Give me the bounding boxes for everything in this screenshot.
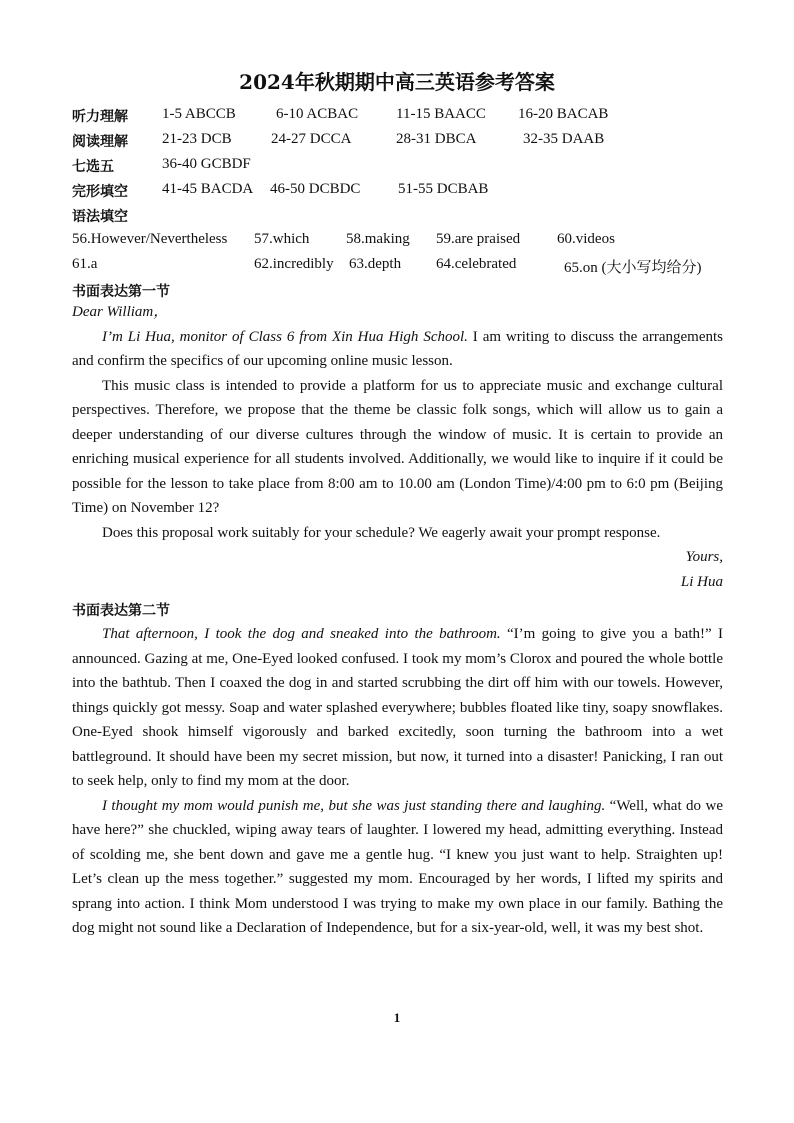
writing2-heading: 书面表达第二节 — [72, 603, 170, 619]
letter-paragraph — [72, 325, 723, 374]
section-label: 七选五 — [72, 159, 114, 175]
story-paragraph — [72, 794, 723, 941]
answer-item: 6-10 ACBAC — [276, 106, 359, 122]
answer-item: 41-45 BACDA — [162, 181, 254, 197]
letter-intro-text: I am writing to discuss the arrangements and confirm the specifics of our upcoming online music lesson. — [72, 328, 724, 369]
section-label: 完形填空 — [72, 184, 128, 200]
letter-closing: Yours, — [685, 549, 723, 565]
answer-item: 21-23 DCB — [162, 131, 232, 147]
story-opening-italic: That afternoon, I took the dog and sneaked into the bathroom. — [102, 626, 501, 642]
page-number: 1 — [393, 1010, 401, 1025]
answer-item: 16-20 BACAB — [518, 106, 609, 122]
writing1-heading: 书面表达第一节 — [72, 284, 170, 300]
answer-item: 64.celebrated — [436, 256, 517, 272]
answer-item: 32-35 DAAB — [523, 131, 605, 147]
answer-item: 1-5 ABCCB — [162, 106, 236, 122]
letter-paragraph: This music class is intended to provide a platform for us to appreciate music and exchange cultural perspectives. Therefore, we propose that the theme be classic folk songs, which will allow us to gain a deeper understanding of our diverse cultures through the window of music. It is certain to provide an enriching musical experience for all students involved. Additionally, we would like to inquire if it could be possible for the lesson to take place from 8:00 am to 10.00 am (London Time)/4:00 pm to 6:0 pm (Beijing Time) on November 12? — [72, 377, 723, 516]
answer-item: 58.making — [346, 231, 410, 247]
letter-salutation: Dear William， — [72, 304, 169, 320]
answer-item: 51-55 DCBAB — [398, 181, 489, 197]
answer-item: 61.a — [72, 256, 98, 272]
story-opening-italic: I thought my mom would punish me, but she was just standing there and laughing. — [102, 797, 606, 814]
section-label: 听力理解 — [72, 109, 128, 125]
answer-item: 46-50 DCBDC — [270, 181, 361, 197]
answer-item: 59.are praised — [436, 231, 521, 247]
answer-item: 11-15 BAACC — [396, 106, 486, 122]
page-title: 2024年秋期期中高三英语参考答案 — [239, 70, 555, 94]
answer-item: 60.videos — [557, 231, 615, 247]
answer-item: 62.incredibly — [254, 256, 334, 272]
section-label: 语法填空 — [72, 209, 128, 225]
section-label: 阅读理解 — [72, 134, 128, 150]
answer-item: 57.which — [254, 231, 310, 247]
answer-item: 63.depth — [349, 256, 402, 272]
answer-item: 28-31 DBCA — [396, 131, 477, 147]
letter-intro-italic: I’m Li Hua, monitor of Class 6 from Xin Hua High School. — [102, 328, 468, 345]
letter-signature: Li Hua — [680, 573, 723, 590]
answer-item: 56.However/Nevertheless — [72, 231, 228, 247]
story-paragraph-text: “I’m going to give you a bath!” I announced. Gazing at me, One-Eyed looked confused. I took my mom’s Clorox and poured the whole bottle into the bathtub. Then I coaxed the dog in and started scrubbing the dirt off him with our towels. However, things quickly got messy. Soap and water splashed everywhere; bubbles floated like tiny, soapy snowflakes. One-Eyed shook himself vigorously and barked excitedly, soon turning the bathroom into a wet battleground. It should have been my secret mission, but now, it turned into a disaster! Panicking, I ran out to seek help, only to find my mom at the door. — [72, 626, 723, 789]
story-paragraph-text: “Well, what do we have here?” she chuckled, wiping away tears of laughter. I lowered my head, admitting everything. Instead of scolding me, she bent down and gave me a gentle hug. “I knew you just want to help. Straighten up! Let’s clean up the mess together.” suggested my mom. Encouraged by her words, I lifted my spirits and sprang into action. I think Mom understood I was trying to make my own place in our family. Bathing the dog might not sound like a Declaration of Independence, but for a six-year-old, well, it was my best shot. — [72, 797, 723, 936]
answer-item: 36-40 GCBDF — [162, 156, 251, 172]
story-paragraph — [72, 622, 723, 794]
writing1-letter — [72, 300, 723, 594]
answer-item: 24-27 DCCA — [271, 131, 352, 147]
writing2-story — [72, 622, 723, 941]
answer-item: 65.on (大小写均给分) — [564, 260, 702, 276]
letter-paragraph: Does this proposal work suitably for your schedule? We eagerly await your prompt response. — [102, 524, 661, 541]
